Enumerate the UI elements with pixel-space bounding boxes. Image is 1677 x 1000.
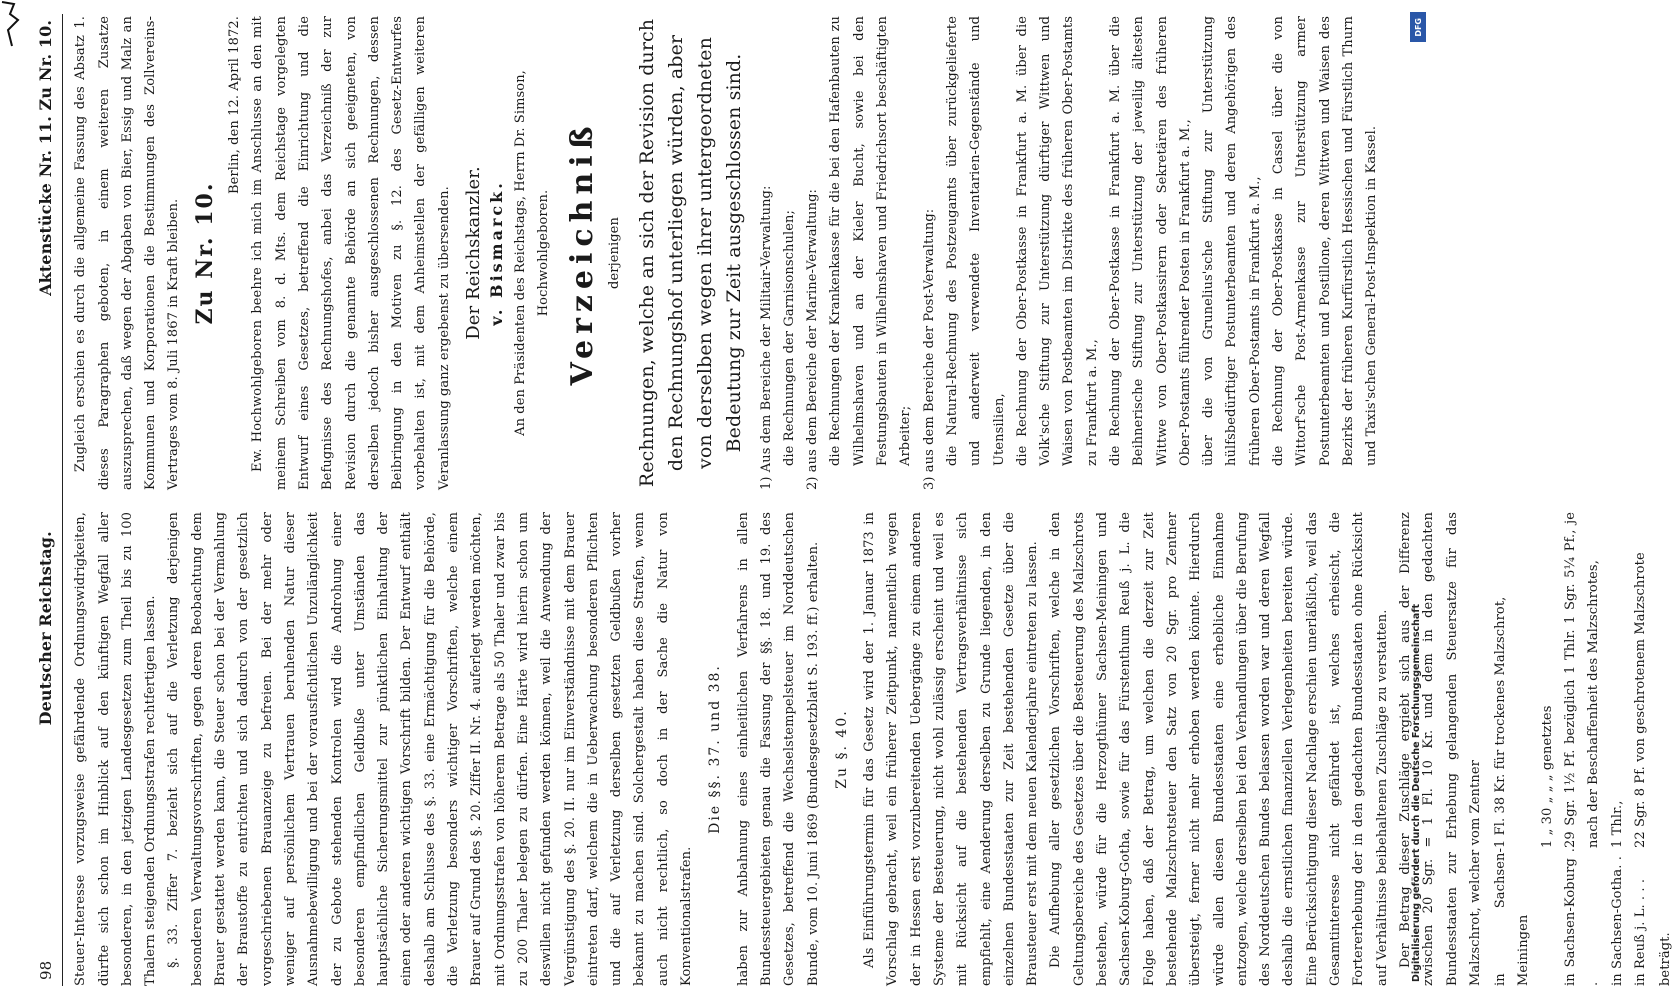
paragraph: haben zur Anbahnung eines einheitlichen Verfahrens in allen Bundessteuergebieten genau die Fassung der §§. 18. und 19. des Gesetzes, betreffend die Wechselstempelsteuer im Norddeutschen Bunde, vom 10. Juni 1869 (Bundesgesetzblatt S. 193. ff.) erhalten.	[735, 512, 821, 986]
list-item: die Rechnungen der Krankenkasse für die bei den Hafenbauten zu Wilhelmshaven und an der Kieler Bucht, sowie bei den Festungsbauten in Wilhelmshaven und Friedrichsort beschäftigten Arbeiter;	[828, 16, 914, 466]
list-item: die Rechnungen der Garnisonschulen;	[781, 210, 797, 466]
page-number: 98	[37, 960, 55, 980]
list-item: die Rechnung der Ober-Postkasse in Cassel über die von Wittorf'sche Post-Armenkasse zur Unterstützung armer Postunterbeamten und Postillone, deren Wittwen und Waisen des Bezirks der früheren Kurfürstlich Hessischen und Fürstlich Thurn und Taxis'schen General-Post-Inspektion in Kassel.	[1271, 16, 1380, 466]
dfg-logo-text: DFG	[1413, 17, 1423, 37]
list-item: die Rechnung der Ober-Postkasse in Frankfurt a. M. über die Beihnerische Stiftung zur Unterstützung der jeweilig ältesten Wittwe von Ober-Postkassirern oder Sekretären des früheren Ober-Postamts führender Posten in Frankfurt a. M.,	[1107, 16, 1193, 466]
rate-value: 1 „ 30 „ „ „ genetztes	[1539, 705, 1555, 848]
list-item: über die von Grunelius'sche Stiftung zur Unterstützung hülfsbedürftiger Postunterbeamten und deren Angehörigen des früheren Ober-Postamts in Frankfurt a. M.,	[1201, 16, 1263, 466]
list-item: 2) aus dem Bereiche der Marine-Verwaltung:	[805, 189, 821, 490]
signatory-title: Der Reichskanzler.	[463, 166, 485, 340]
rate-value: 1 Thlr.,	[1609, 800, 1625, 848]
register-subtitle: derjenigen	[607, 217, 623, 289]
digitization-note-text: Digitalisierung gefördert durch die Deutsche Forschungsgemeinschaft	[1410, 604, 1422, 982]
rate-row	[1536, 512, 1559, 986]
page-header	[34, 14, 63, 986]
rate-row	[1559, 512, 1606, 986]
letter-date: Berlin, den 12. April 1872.	[227, 16, 243, 195]
paragraph: Als Einführungstermin für das Gesetz wird der 1. Januar 1873 in Vorschlag gebracht, weil ein früherer Zeitpunkt, namentlich wegen der in Hessen erst vorzubereitenden Uebergänge zu einem anderen Systeme der Besteuerung, nicht wohl zulässig erscheint und weil es mit Rücksicht auf die bestehenden Vertragsverhältnisse sich empfiehlt, eine Aenderung derselben zu Grunde liegenden, in den einzelnen Bundesstaaten zur Zeit bestehenden Gesetze über die Brausteuer erst mit dem neuen Kalenderjahre eintreten zu lassen.	[862, 512, 1041, 986]
rate-place: in Sachsen-Koburg . .	[1563, 848, 1602, 986]
recipient: An den Präsidenten des Reichstags, Herrn Dr. Simson, Hochwohlgeboren.	[512, 70, 551, 436]
header-left: Deutscher Reichstag.	[36, 531, 55, 726]
paragraph: Die Aufhebung aller gesetzlichen Vorschriften, welche in den Geltungsbereiche des Gesetzes über die Besteuerung des Malzschrots bestehen, würde für die Herzogthümer Sachsen-Meiningen und Sachsen-Koburg-Gotha, sowie für das Fürstenthum Reuß j. L. die Folge haben, daß der Betrag, um welchen die derzeit zur Zeit bestehende Malzschrotsteuer den Satz von 20 Sgr. pro Zentner übersteigt, ferner nicht mehr erhoben werden könnte. Hierdurch würde allen diesen Bundesstaaten eine erhebliche Einnahme entzogen, welche derselben bei den Verhandlungen über die Berufung des Norddeutschen Bundes belassen worden war und deren Wegfall deshalb die ernstlichen finanziellen Verlegenheiten bereiten würde. Eine Berücksichtigung dieser Nachlage erschien unerläßlich, weil das Gesamtinteresse nicht gefährdet ist, welches erheischt, die Fortererhebung der in den gedachten Bundesstaaten ohne Rücksicht auf Verhältnisse beibehaltenen Zuschläge zu verstatten.	[1048, 512, 1390, 986]
two-column-body	[69, 14, 1677, 986]
left-column	[69, 512, 1677, 986]
rate-place	[1536, 848, 1559, 986]
rate-value: 29 Sgr. 1½ Pf. bezüglich 1 Thlr. 1 Sgr. 5¼ Pf., je nach der Beschaffenheit des Malzschrotes,	[1563, 512, 1602, 848]
paragraph: §. 33. Ziffer 7. bezieht sich auf die Verletzung derjenigen besonderen Verwaltungsvorschriften, gegen deren Beobachtung dem Brauer gestattet werden kann, die Steuer schon bei der Vermahlung der Braustoffe zu entrichten und sich dadurch von der gesetzlich vorgeschriebenen Brauanzeige zu befreien. Bei der mehr oder weniger auf persönlichem Vertrauen beruhenden Natur dieser Ausnahmebewilligung und bei der vorausfichtlichen Unzulänglichkeit der zu Gebote stehenden Kontrolen wird die Androhung einer besonderen empfindlichen Geldbuße unter Umständen das hauptsächliche Sicherungsmittel zur pünktlichen Einhaltung der einen oder anderen wichtigen Vorschrift bilden. Der Entwurf enthält deshalb am Schlusse des §. 33. eine Ermächtigung für die Behörde, die Verletzung besonders wichtiger Vorschriften, welche einem Brauer auf Grund des §. 20. Ziffer II. Nr. 4. auferlegt werden möchten, mit Ordnungsstrafen von höherem Betrage als 50 Thaler und zwar bis zu 200 Thaler belegen zu dürfen. Eine Härte wird hierin schon um deswillen nicht gefunden werden können, weil die Anwendung der Vergünstigung des §. 20. II. nur im Einverständnisse mit dem Brauer eintreten darf, welchem die in Ueberwachung besonderen Pflichten und die auf Verletzung derselben gesetzten Geldbußen vorher bekannt zu machen sind. Solchergestalt haben diese Strafen, wenn auch nicht rechtlich, so doch in der Sache die Natur von Konventionalstrafen.	[166, 512, 695, 986]
register-heading: Rechnungen, welche an sich der Revision durch den Rechnungshof unterliegen würden, aber von derselben wegen ihrer untergeordneten Bedeutung zur Zeit ausgeschlossen sind.	[635, 18, 745, 488]
register-title: Verzeichniß	[565, 120, 601, 386]
document-title: Zu Nr. 10.	[191, 181, 218, 325]
right-column	[69, 16, 1677, 490]
closing-word: beträgt.	[1658, 932, 1674, 986]
paragraph: Der Betrag dieser Zuschläge ergiebt sich aus der Differenz zwischen 20 Sgr. = 1 Fl. 10 Kr. und dem in den gedachten Bundesstaaten zur Erhebung gelangenden Steuersatze für das Malzschrot, welcher vom Zentner	[1397, 512, 1483, 986]
list-item: die Natural-Rechnung des Postzeugamts über zurückgelieferte und anderweit verwendete Inventarien-Gegenstände und Utensilien,	[944, 16, 1007, 466]
rate-value: 1 Fl. 38 Kr. für trockenes Malzschrot,	[1493, 596, 1509, 848]
letter-body: Ew. Hochwohlgeboren beehre ich mich im Anschlusse an den mit meinem Schreiben vom 8. d. Mts. dem Reichstage vorgelegten Entwurf eines Gesetzes, betreffend die Einrichtung und die Befugnisse des Rechnungshofes, anbei das Verzeichniß der zur Revision durch die genannte Behörde an sich geeigneten, von derselben jedoch bisher ausgeschlossenen Rechnungen, dessen Beibringung in den Motiven zu §. 12. des Gesetz-Entwurfes vorbehalten ist, mit dem Anheimstellen der gefälligen weiteren Veranlassung ganz ergebenst zu übersenden.	[250, 16, 452, 490]
rate-row	[1606, 512, 1629, 986]
rate-place: in Reuß j. L. . . .	[1632, 878, 1648, 986]
list-item: 1) Aus dem Bereiche der Militair-Verwaltung:	[758, 185, 774, 490]
register-list	[755, 16, 1384, 490]
scan-edge-mark	[0, 0, 22, 48]
section-heading: Die §§. 37. und 38.	[707, 664, 724, 834]
rate-place: in Sachsen-Gotha. .	[1609, 856, 1625, 986]
rate-list	[1489, 512, 1652, 986]
rate-place: in Sachsen-Meiningen	[1493, 848, 1532, 986]
rate-value: 22 Sgr. 8 Pf. von geschrotenem Malzschrote	[1632, 552, 1648, 848]
signature: v. Bismarck.	[487, 180, 507, 326]
paragraph: Zugleich erschien es durch die allgemeine Fassung des Absatz 1. dieses Paragraphen geboten, in einem weiteren Zusatze auszusprechen, daß wegen der Abgaben von Bier, Essig und Malz an Kommunen und Korporationen die Bestimmungen des Zollvereins-Vertrages vom 8. Juli 1867 in Kraft bleiben.	[73, 16, 182, 490]
digitization-note	[1404, 17, 1428, 982]
rate-row	[1489, 512, 1536, 986]
header-right: Aktenstücke Nr. 11. Zu Nr. 10.	[36, 20, 55, 296]
paragraph: Steuer-Interesse vorzugsweise gefährdende Ordnungswidrigkeiten, dürfte sich schon im Hinblick auf den künftigen Wegfall aller besonderen, in den jetzigen Landesgesetzen zum Theil bis zu 100 Thalern steigenden Ordnungsstrafen rechtfertigen lassen.	[73, 512, 159, 986]
section-heading: Zu §. 40.	[833, 709, 850, 789]
list-item: 3) aus dem Bereiche der Post-Verwaltung:	[921, 208, 937, 490]
list-item: die Rechnung der Ober-Postkasse in Frankfurt a. M. über die Volk'sche Stiftung zur Unterstützung dürftiger Wittwen und Waisen von Postbeamten im Distrikte des früheren Ober-Postamts zu Frankfurt a. M.,	[1014, 16, 1100, 466]
rate-row	[1629, 512, 1652, 986]
